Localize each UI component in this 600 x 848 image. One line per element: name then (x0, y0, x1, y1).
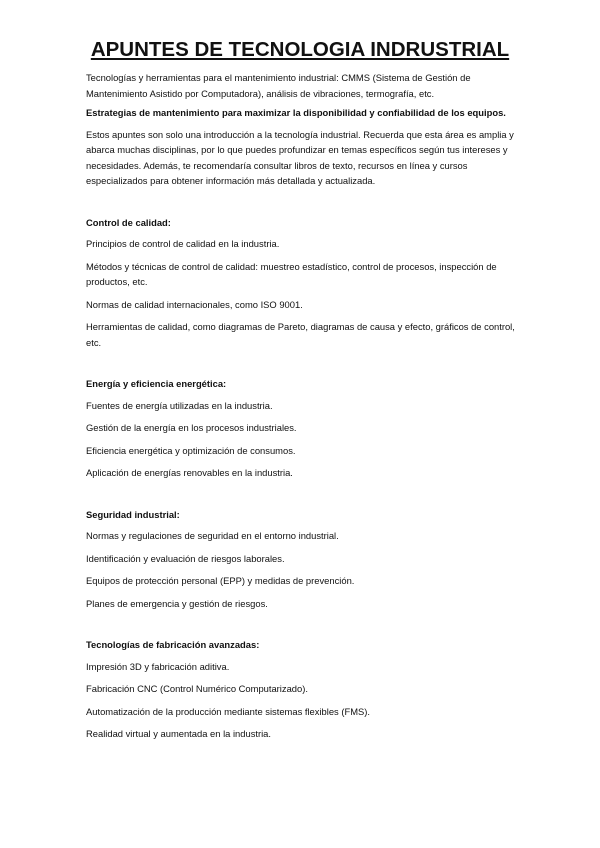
section-advanced-manufacturing (86, 637, 516, 742)
list-item: Normas de calidad internacionales, como ISO 9001. (86, 298, 303, 310)
body-paragraph: Estos apuntes son solo una introducción a la tecnología industrial. Recuerda que esta área es amplia y abarca muchas disciplinas, por lo que puedes profundizar en temas específicos según tus intereses y necesidades. Además, te recomendaría consultar libros de texto, recursos en línea y cursos especializados para obtener información más detallada y actualizada. (86, 128, 514, 186)
list-item: Métodos y técnicas de control de calidad: muestreo estadístico, control de procesos, inspección de productos, etc. (86, 260, 497, 287)
section-heading: Tecnologías de fabricación avanzadas: (86, 639, 260, 650)
list-item: Fuentes de energía utilizadas en la industria. (86, 399, 273, 411)
section-industrial-safety (86, 507, 516, 612)
document-content (86, 70, 516, 749)
list-item: Principios de control de calidad en la industria. (86, 238, 280, 249)
section-quality-control (86, 215, 516, 351)
list-item: Fabricación CNC (Control Numérico Computarizado). (86, 683, 308, 694)
list-item: Aplicación de energías renovables en la industria. (86, 467, 293, 478)
section-heading: Control de calidad: (86, 216, 171, 228)
list-item: Realidad virtual y aumentada en la industria. (86, 728, 272, 739)
strategies-paragraph: Estrategias de mantenimiento para maximizar la disponibilidad y confiabilidad de los equipos. (86, 107, 506, 118)
section-heading: Energía y eficiencia energética: (86, 378, 227, 389)
list-item: Impresión 3D y fabricación aditiva. (86, 660, 230, 672)
page-title: APUNTES DE TECNOLOGIA INDRUSTRIAL (90, 38, 510, 61)
list-item: Eficiencia energética y optimización de consumos. (86, 444, 296, 456)
list-item: Gestión de la energía en los procesos industriales. (86, 422, 297, 433)
list-item: Automatización de la producción mediante sistemas flexibles (FMS). (86, 705, 370, 717)
list-item: Planes de emergencia y gestión de riesgos. (86, 597, 268, 609)
section-heading: Seguridad industrial: (86, 508, 180, 520)
list-item: Identificación y evaluación de riesgos laborales. (86, 552, 285, 564)
list-item: Herramientas de calidad, como diagramas de Pareto, diagramas de causa y efecto, gráficos de control, etc. (86, 321, 515, 348)
list-item: Normas y regulaciones de seguridad en el entorno industrial. (86, 530, 339, 541)
intro-paragraph: Tecnologías y herramientas para el mantenimiento industrial: CMMS (Sistema de Gestión de Mantenimiento Asistido por Computadora), análisis de vibraciones, termografía, etc. (86, 72, 471, 99)
list-item: Equipos de protección personal (EPP) y medidas de prevención. (86, 575, 355, 586)
section-energy-efficiency (86, 376, 516, 481)
